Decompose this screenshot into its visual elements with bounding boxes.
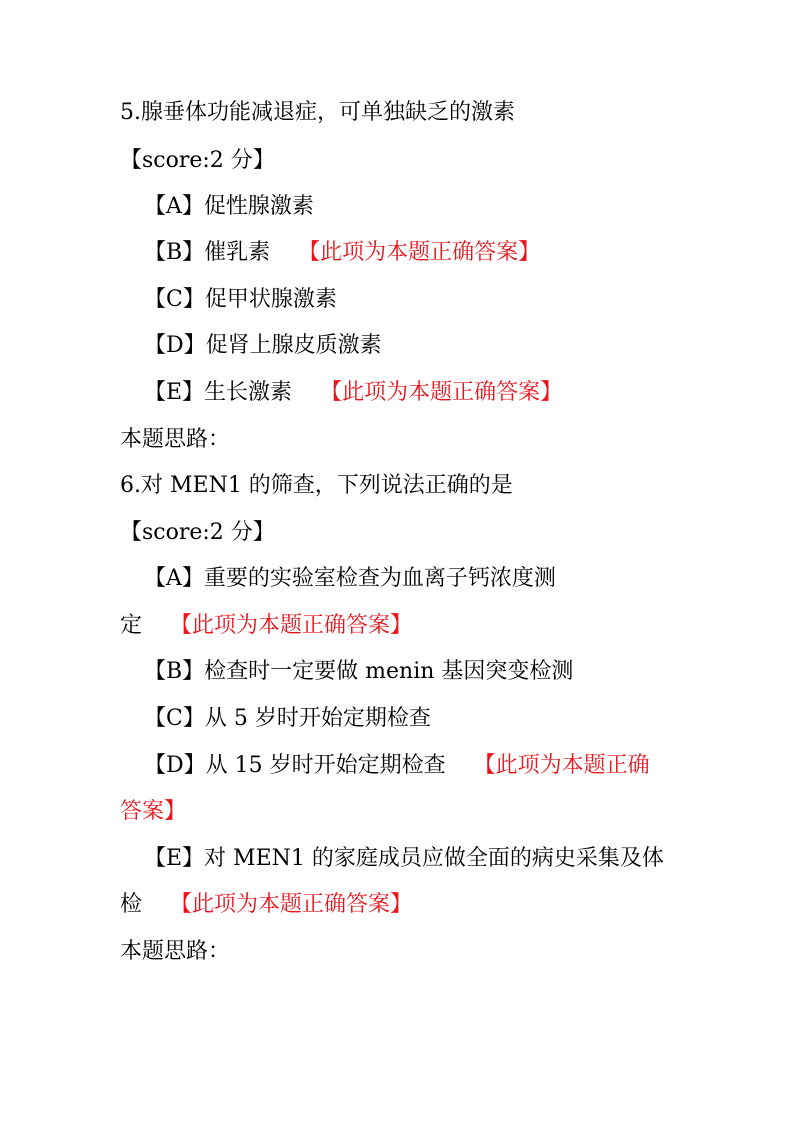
correct-answer-mark: 【此项为本题正确答案】 [298, 240, 541, 265]
q5-option-a [144, 192, 704, 222]
q6-option-a-continued [120, 611, 680, 641]
option-label: 【D】从 15 岁时开始定期检查 [144, 753, 446, 778]
option-label: 【A】重要的实验室检查为血离子钙浓度测 [144, 566, 556, 591]
q5-option-d [144, 331, 704, 361]
correct-answer-mark: 【此项为本题正确 [473, 753, 650, 778]
option-label: 【C】促甲状腺激素 [144, 287, 337, 312]
correct-answer-mark: 【此项为本题正确答案】 [170, 892, 413, 917]
question-5-title: 5.腺垂体功能减退症，可单独缺乏的激素 [120, 100, 515, 125]
option-label: 【E】生长激素 [144, 380, 293, 405]
correct-answer-mark: 【此项为本题正确答案】 [170, 613, 413, 638]
q6-option-d-continued [120, 797, 680, 827]
question-5-analysis: 本题思路： [120, 427, 231, 452]
q6-option-c [144, 704, 704, 734]
option-label-continued: 检 [120, 892, 143, 917]
option-label: 【B】检查时一定要做 menin 基因突变检测 [144, 659, 574, 684]
q6-option-e-continued [120, 890, 680, 920]
q6-option-b [144, 657, 704, 687]
option-label: 【C】从 5 岁时开始定期检查 [144, 706, 431, 731]
option-label: 【A】促性腺激素 [144, 194, 314, 219]
question-6-title: 6.对 MEN1 的筛查，下列说法正确的是 [120, 473, 513, 498]
correct-answer-mark: 【此项为本题正确答案】 [320, 380, 563, 405]
correct-answer-mark-continued: 答案】 [120, 799, 187, 824]
q5-option-c [144, 285, 704, 315]
option-label: 【B】催乳素 [144, 240, 271, 265]
question-6-analysis: 本题思路： [120, 939, 231, 964]
option-label-continued: 定 [120, 613, 143, 638]
q6-option-a [144, 564, 704, 594]
q5-option-e [144, 378, 704, 408]
question-6-score: 【score:2 分】 [120, 520, 275, 545]
question-5-score: 【score:2 分】 [120, 148, 275, 173]
q6-option-d [144, 751, 684, 781]
option-label: 【E】对 MEN1 的家庭成员应做全面的病史采集及体 [144, 846, 664, 871]
q5-option-b [144, 238, 704, 268]
option-label: 【D】促肾上腺皮质激素 [144, 333, 382, 358]
q6-option-e [144, 844, 704, 874]
